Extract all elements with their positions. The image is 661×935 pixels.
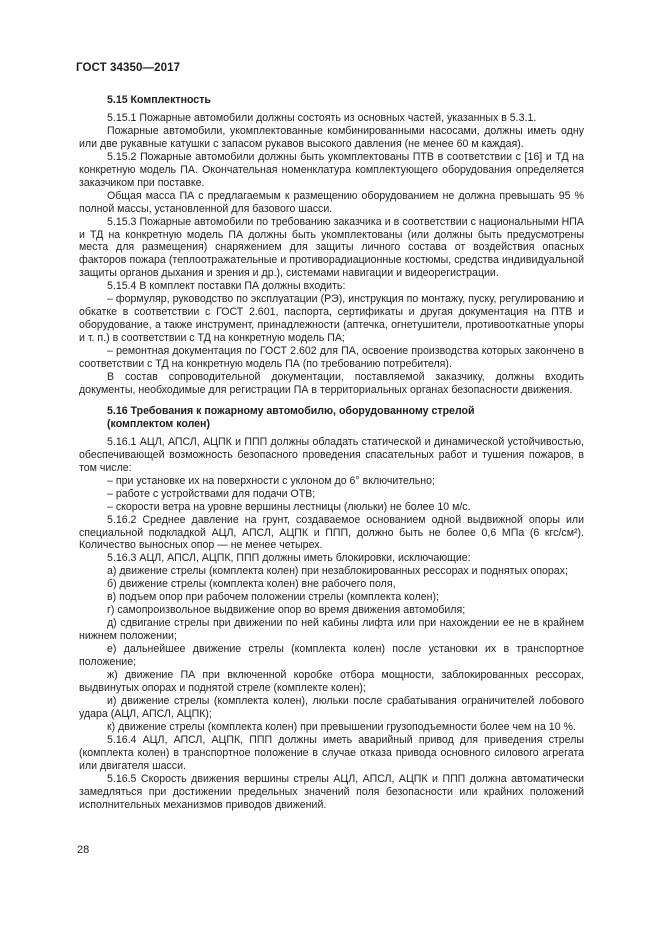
list-item: к) движение стрелы (комплекта колен) при превышении грузоподъемности более чем на 10 %.	[107, 720, 576, 733]
section-heading-text: 5.16 Требования к пожарному автомобилю, оборудованному стрелой	[107, 404, 475, 417]
list-item: б) движение стрелы (комплекта колен) вне рабочего поля,	[107, 578, 396, 591]
section-heading-continuation: (комплектом колен)	[107, 417, 210, 430]
list-item: – работе с устройствами для подачи ОТВ;	[107, 487, 316, 500]
list-item: ж) движение ПА при включенной коробке отбора мощности, заблокированных рессорах, выдвинутых опорах и поднятой стреле (комплекте колен);	[79, 668, 584, 694]
paragraph: В состав сопроводительной документации, поставляемой заказчику, должны входить документы, необходимые для регистрации ПА в территориальных органах безопасности движения.	[79, 371, 584, 396]
list-item: а) движение стрелы (комплекта колен) при незаблокированных рессорах и поднятых опорах;	[107, 565, 568, 578]
page-number: 28	[77, 844, 90, 856]
list-item: – ремонтная документация по ГОСТ 2.602 для ПА, освоение производства которых закончено в соответствии с ТД на конкретную модель ПА (по требованию потребителя).	[79, 345, 584, 371]
paragraph: Общая масса ПА с предлагаемым к размещению оборудованием не должна превышать 95 % полной массы, установленной для базового шасси.	[79, 189, 584, 215]
list-item: г) самопроизвольное выдвижение опор во время движения автомобиля;	[107, 604, 466, 617]
list-item: – формуляр, руководство по эксплуатации (РЭ), инструкция по монтажу, пуску, регулированию и обкатке в соответствии с ГОСТ 2.601, паспорта, сертификаты и другая документация на ПТВ и оборудование, а также инструмент, принадлежности (аптечка, огнетушители, противооткатные упоры и т. п.) в соответствии с ТД на конкретную модель ПА;	[79, 293, 584, 345]
paragraph: 5.16.4 АЦЛ, АПСЛ, АЦПК, ППП должны иметь аварийный привод для приведения стрелы (комплекта колен) в транспортное положение в случае отказа привода основного силового агрегата или двигателя шасси.	[79, 733, 584, 772]
list-item: и) движение стрелы (комплекта колен), люльки после срабатывания ограничителей лобового удара (АЦЛ, АПСЛ, АЦПК);	[79, 694, 584, 720]
paragraph: 5.15.3 Пожарные автомобили по требованию заказчика и в соответствии с национальными НПА и ТД на конкретную модель ПА должны быть укомплектованы (или должны быть предусмотрены места для размещения) снаряжением для защиты личного состава от воздействия опасных факторов пожара (теплоотражательные и противорадиационные костюмы, средства индивидуальной защиты органов дыхания и зрения и др.), системами навигации и видеорегистрации.	[79, 215, 584, 280]
paragraph: 5.15.2 Пожарные автомобили должны быть укомплектованы ПТВ в соответствии с [16] и ТД на конкретную модель ПА. Окончательная номенклатура комплектующего оборудования определяется заказчиком при поставке.	[79, 150, 584, 189]
list-item: д) сдвигание стрелы при движении по ней кабины лифта или при нахождении ее не в крайнем нижнем положении;	[79, 617, 584, 643]
paragraph: 5.16.3 АЦЛ, АПСЛ, АЦПК, ППП должны иметь блокировки, исключающие:	[107, 552, 471, 565]
document-header: ГОСТ 34350—2017	[76, 62, 181, 74]
paragraph: 5.16.1 АЦЛ, АПСЛ, АЦПК и ППП должны обладать статической и динамической устойчивостью, обеспечивающей возможность безопасного проведения спасательных работ и тушения пожаров, в том числе:	[79, 435, 584, 474]
paragraph: 5.16.2 Среднее давление на грунт, создаваемое основанием одной выдвижной опоры или специальной подкладкой АЦЛ, АПСЛ, АЦПК и ППП, должно быть не более 0,6 МПа (6 кгс/см²). Количество выносных опор — не менее четырех.	[79, 513, 584, 552]
list-item: в) подъем опор при рабочем положении стрелы (комплекта колен);	[107, 591, 439, 604]
paragraph: 5.16.5 Скорость движения вершины стрелы АЦЛ, АПСЛ, АЦПК и ППП должна автоматически замедляться при достижении предельных значений поля безопасности или крайних положений исполнительных механизмов приводов движений.	[79, 772, 584, 811]
list-item: е) дальнейшее движение стрелы (комплекта колен) после установки их в транспортное положение;	[79, 643, 584, 669]
document-body	[79, 94, 584, 811]
section-heading-text: 5.15 Комплектность	[107, 94, 211, 106]
paragraph: 5.15.1 Пожарные автомобили должны состоять из основных частей, указанных в 5.3.1.	[107, 111, 537, 124]
paragraph: Пожарные автомобили, укомплектованные комбинированными насосами, должны иметь одну или две рукавные катушки с запасом рукавов высокого давления (не менее 60 м каждая).	[79, 124, 584, 150]
section-heading	[79, 94, 584, 107]
section-heading	[79, 405, 584, 431]
paragraph: 5.15.4 В комплект поставки ПА должны входить:	[107, 280, 346, 293]
list-item: – скорости ветра на уровне вершины лестницы (люльки) не более 10 м/с.	[107, 500, 471, 513]
list-item: – при установке их на поверхности с уклоном до 6° включительно;	[107, 474, 435, 487]
